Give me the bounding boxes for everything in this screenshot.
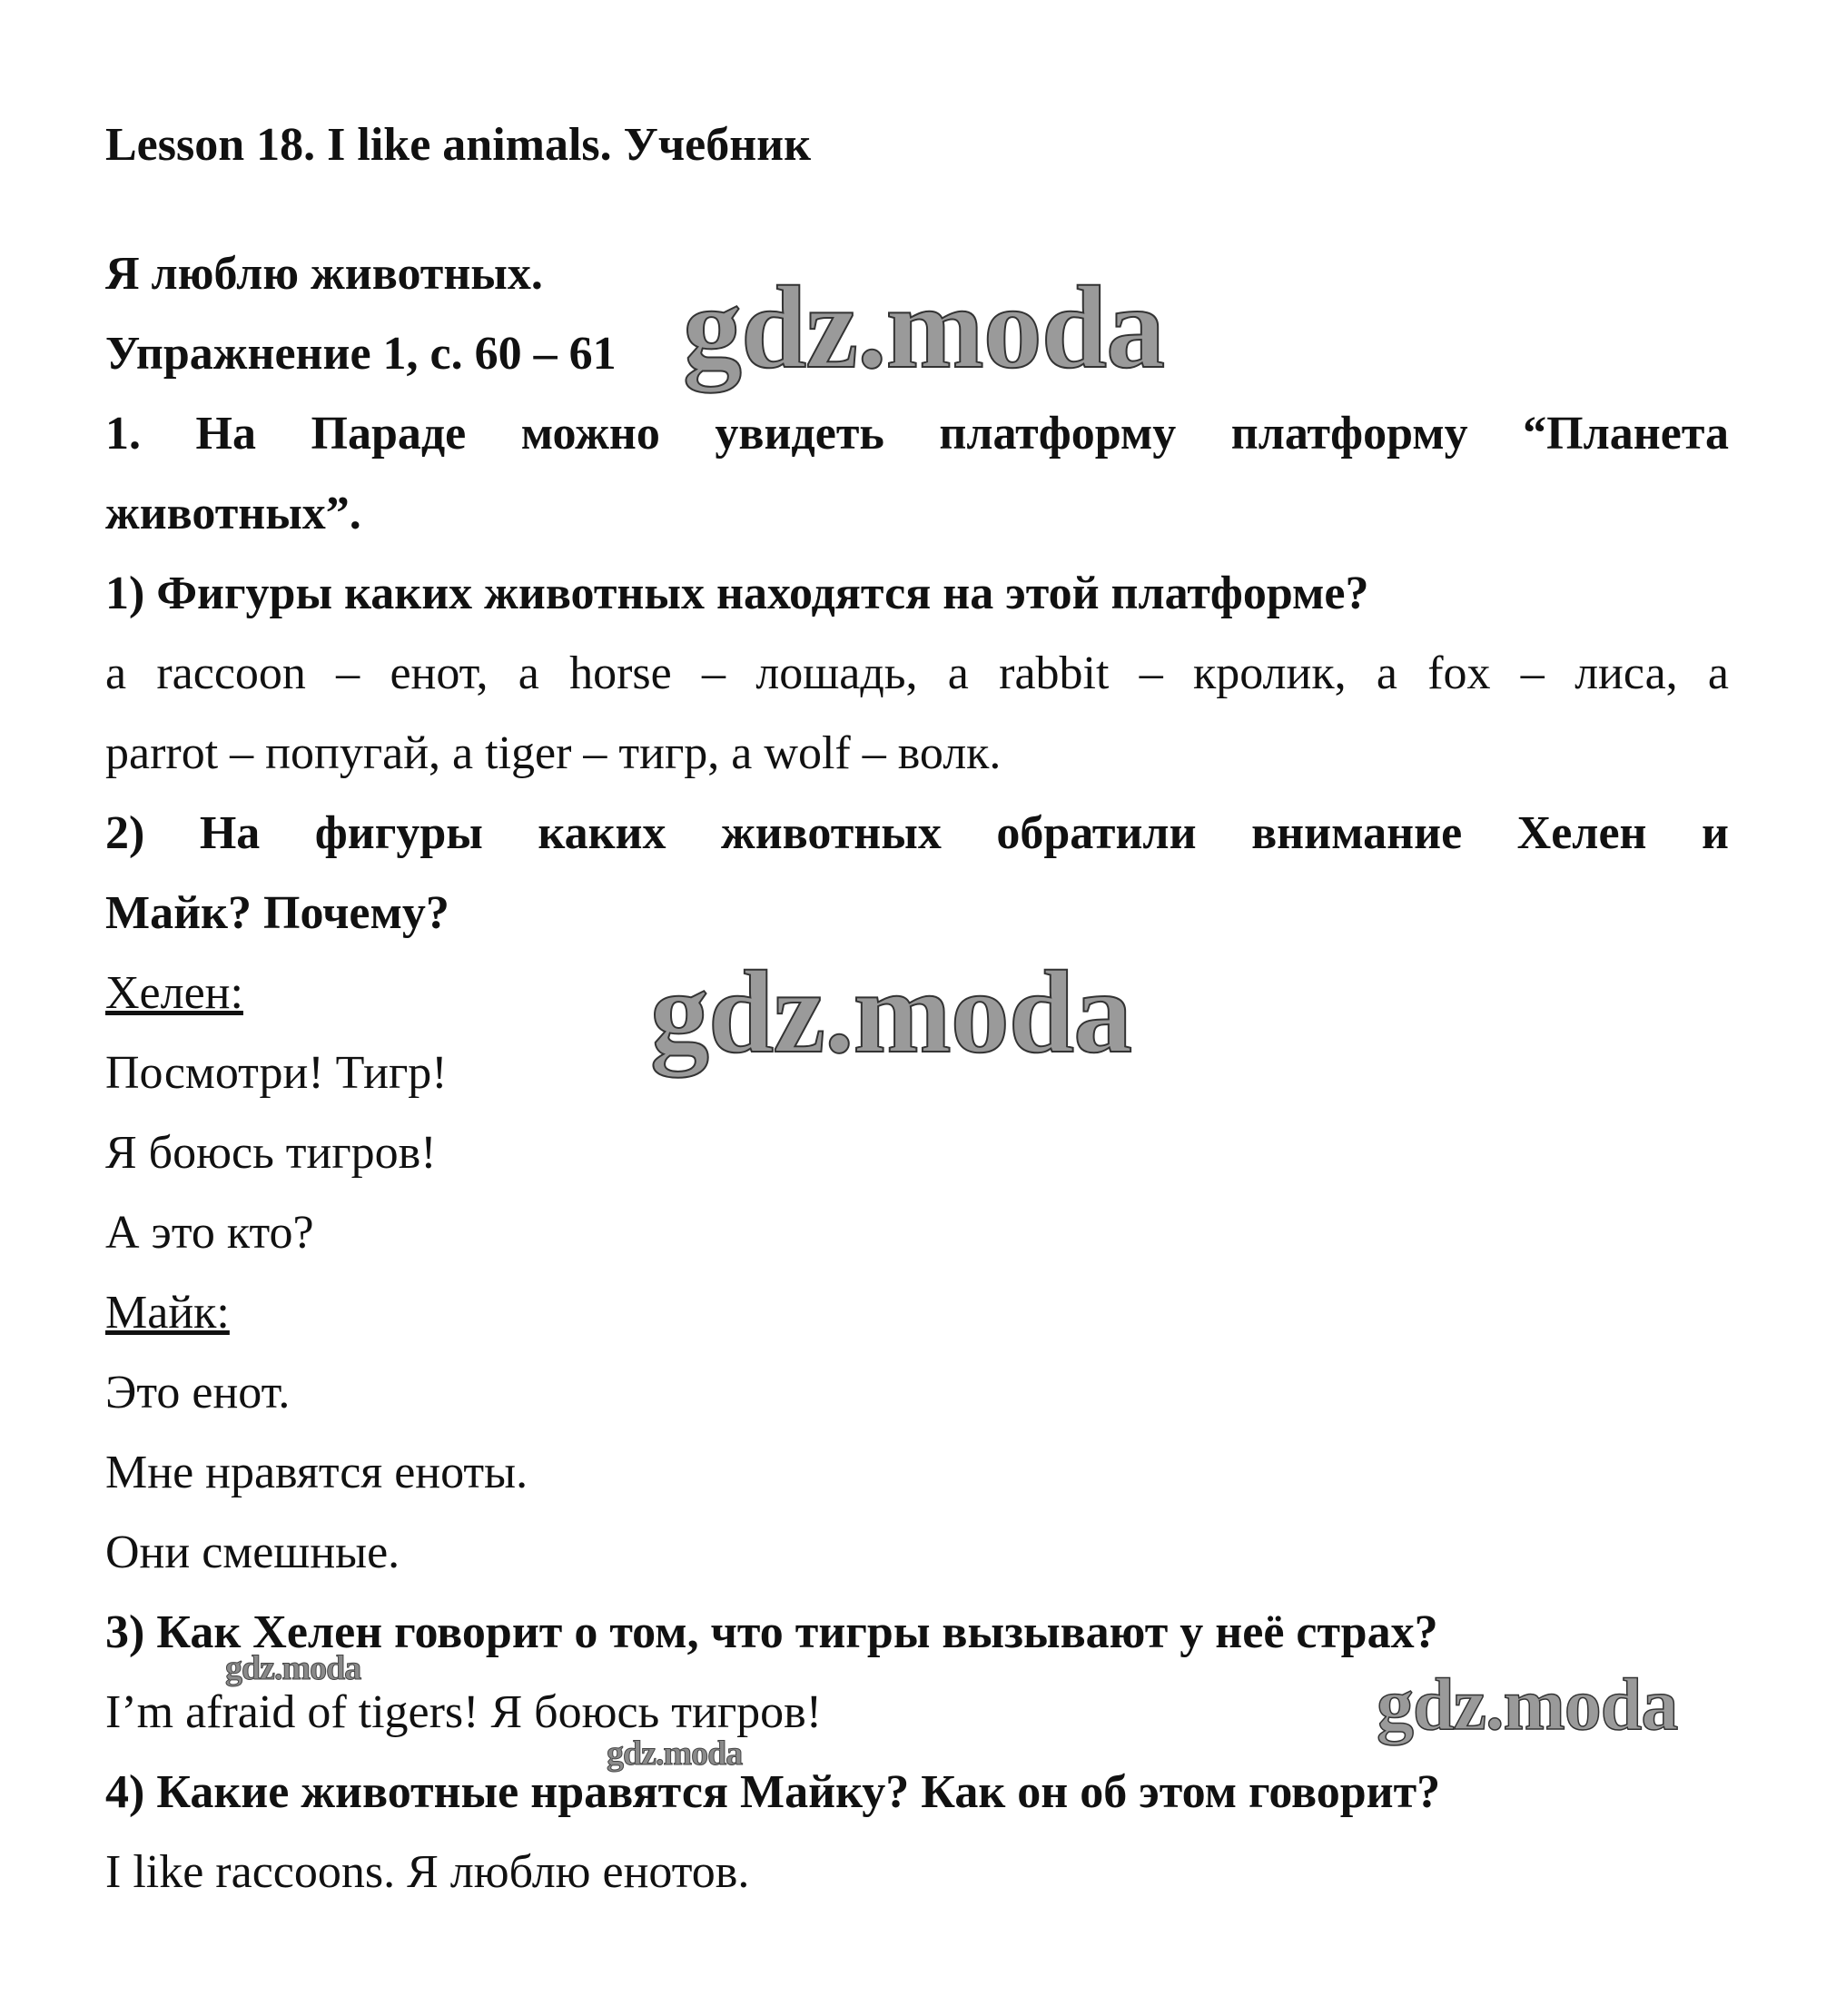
watermark-logo: gdz.moda	[607, 1734, 743, 1773]
answer-4: I like raccoons. Я люблю енотов.	[105, 1846, 750, 1898]
answer-3: I’m afraid of tigers! Я боюсь тигров!	[105, 1686, 823, 1738]
subtitle: Я люблю животных.	[105, 248, 543, 300]
page-title: Lesson 18. I like animals. Учебник	[105, 119, 812, 171]
question-2-line-1: 2) На фигуры каких животных обратили внимание Хелен и	[105, 807, 1729, 859]
task-line-2: животных”.	[105, 488, 361, 539]
question-4: 4) Какие животные нравятся Майку? Как он об этом говорит?	[105, 1766, 1441, 1818]
question-2-line-2: Майк? Почему?	[105, 887, 449, 939]
watermark-logo: gdz.moda	[683, 262, 1165, 393]
dialogue-line: А это кто?	[105, 1207, 314, 1259]
question-1: 1) Фигуры каких животных находятся на этой платформе?	[105, 568, 1369, 619]
watermark-logo: gdz.moda	[1377, 1663, 1678, 1745]
dialogue-line: Посмотри! Тигр!	[105, 1047, 448, 1099]
answer-1-line-1: a raccoon – енот, a horse – лошадь, a rabbit – кролик, a fox – лиса, a	[105, 647, 1729, 699]
dialogue-line: Я боюсь тигров!	[105, 1127, 437, 1179]
exercise-reference: Упражнение 1, с. 60 – 61	[105, 328, 617, 380]
dialogue-line: Они смешные.	[105, 1527, 400, 1578]
speaker-helen-label: Хелен:	[105, 967, 243, 1019]
question-3: 3) Как Хелен говорит о том, что тигры вызывают у неё страх?	[105, 1606, 1438, 1658]
task-line-1: 1. На Параде можно увидеть платформу платформу “Планета	[105, 408, 1729, 460]
answer-1-line-2: parrot – попугай, a tiger – тигр, a wolf – волк.	[105, 727, 1002, 779]
dialogue-line: Это енот.	[105, 1367, 291, 1418]
dialogue-line: Мне нравятся еноты.	[105, 1447, 528, 1498]
watermark-logo: gdz.moda	[650, 947, 1132, 1078]
speaker-mike-label: Майк:	[105, 1287, 230, 1339]
speaker-mike	[105, 1273, 1729, 1353]
watermark-logo: gdz.moda	[225, 1649, 361, 1687]
